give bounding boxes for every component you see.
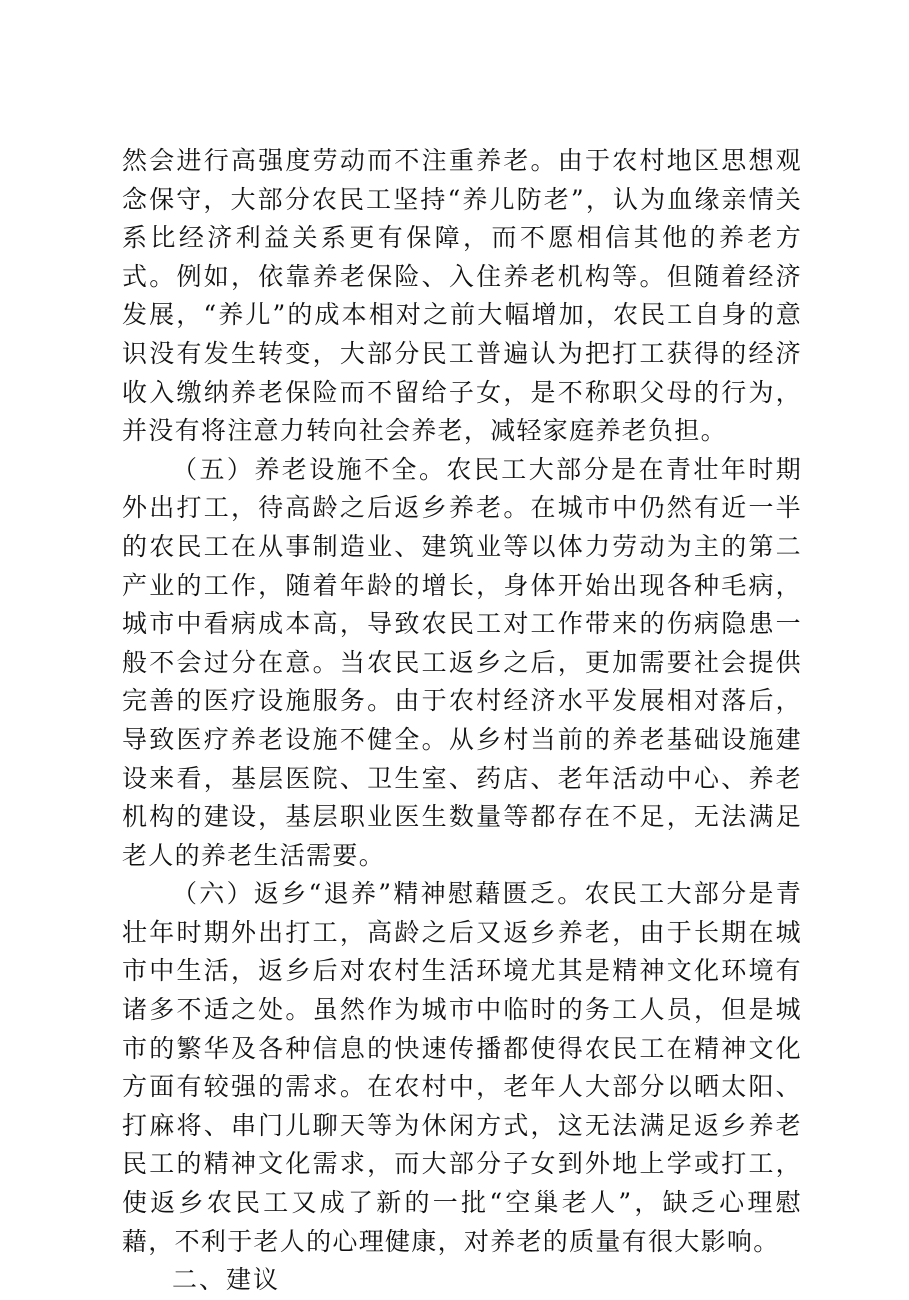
paragraph-item-6: （六）返乡“退养”精神慰藉匮乏。农民工大部分是青壮年时期外出打工，高龄之后又返乡养老，由于长期在城市中生活，返乡后对农村生活环境尤其是精神文化环境有诸多不适之处。虽然作为城市中临时的务工人员，但是城市的繁华及各种信息的快速传播都使得农民工在精神文化方面有较强的需求。在农村中，老年人大部分以晒太阳、打麻将、串门儿聊天等为休闲方式，这无法满足返乡养老民工的精神文化需求，而大部分子女到外地上学或打工，使返乡农民工又成了新的一批“空巢老人”，缺乏心理慰藉，不利于老人的心理健康，对养老的质量有很大影响。 <box>122 879 802 1256</box>
paragraph-continuation: 然会进行高强度劳动而不注重养老。由于农村地区思想观念保守，大部分农民工坚持“养儿防老”，认为血缘亲情关系比经济利益关系更有保障，而不愿相信其他的养老方式。例如，依靠养老保险、入住养老机构等。但随着经济发展，“养儿”的成本相对之前大幅增加，农民工自身的意识没有发生转变，大部分民工普遍认为把打工获得的经济收入缴纳养老保险而不留给子女，是不称职父母的行为，并没有将注意力转向社会养老，减轻家庭养老负担。 <box>122 146 802 446</box>
document-page <box>122 142 802 1300</box>
paragraph-item-5: （五）养老设施不全。农民工大部分是在青壮年时期外出打工，待高龄之后返乡养老。在城市中仍然有近一半的农民工在从事制造业、建筑业等以体力劳动为主的第二产业的工作，随着年龄的增长，身体开始出现各种毛病，城市中看病成本高，导致农民工对工作带来的伤病隐患一般不会过分在意。当农民工返乡之后，更加需要社会提供完善的医疗设施服务。由于农村经济水平发展相对落后，导致医疗养老设施不健全。从乡村当前的养老基础设施建设来看，基层医院、卫生室、药店、老年活动中心、养老机构的建设，基层职业医生数量等都存在不足，无法满足老人的养老生活需要。 <box>122 454 802 870</box>
section-heading: 二、建议 <box>172 1265 281 1295</box>
